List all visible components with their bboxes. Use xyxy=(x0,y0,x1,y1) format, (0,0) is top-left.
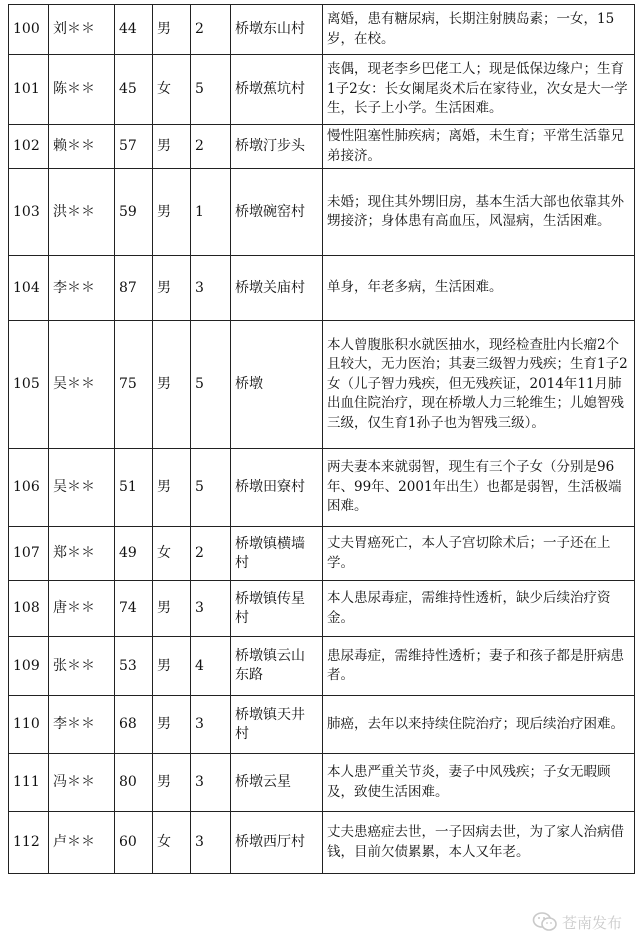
cell-addr: 桥墩镇传星村 xyxy=(231,581,323,637)
table-row xyxy=(9,754,635,812)
cell-no: 102 xyxy=(9,125,49,169)
table-row xyxy=(9,55,635,125)
cell-name: 陈＊＊ xyxy=(49,55,115,125)
cell-age: 49 xyxy=(115,527,153,581)
cell-no: 112 xyxy=(9,812,49,874)
cell-sex: 女 xyxy=(153,55,191,125)
cell-age: 75 xyxy=(115,321,153,449)
cell-count: 2 xyxy=(191,5,231,55)
cell-no: 108 xyxy=(9,581,49,637)
cell-age: 51 xyxy=(115,449,153,527)
cell-desc: 慢性阻塞性肺疾病；离婚，未生育；平常生活靠兄弟接济。 xyxy=(323,125,635,169)
cell-addr: 桥墩东山村 xyxy=(231,5,323,55)
table-body xyxy=(9,5,635,874)
cell-age: 45 xyxy=(115,55,153,125)
cell-count: 4 xyxy=(191,637,231,696)
cell-addr: 桥墩关庙村 xyxy=(231,256,323,321)
cell-no: 105 xyxy=(9,321,49,449)
cell-desc: 丈夫患癌症去世，一子因病去世，为了家人治病借钱，目前欠债累累，本人又年老。 xyxy=(323,812,635,874)
table-row xyxy=(9,812,635,874)
cell-no: 110 xyxy=(9,696,49,754)
table-row xyxy=(9,449,635,527)
relief-table xyxy=(8,4,635,874)
table-row xyxy=(9,581,635,637)
cell-sex: 女 xyxy=(153,527,191,581)
cell-no: 107 xyxy=(9,527,49,581)
cell-age: 44 xyxy=(115,5,153,55)
cell-count: 3 xyxy=(191,812,231,874)
cell-sex: 女 xyxy=(153,812,191,874)
cell-age: 74 xyxy=(115,581,153,637)
cell-no: 109 xyxy=(9,637,49,696)
cell-age: 80 xyxy=(115,754,153,812)
cell-no: 103 xyxy=(9,169,49,256)
cell-desc: 两夫妻本来就弱智，现生有三个子女（分别是96年、99年、2001年出生）也都是弱智，生活极端困难。 xyxy=(323,449,635,527)
cell-sex: 男 xyxy=(153,581,191,637)
cell-count: 5 xyxy=(191,449,231,527)
cell-sex: 男 xyxy=(153,449,191,527)
cell-desc: 未婚；现住其外甥旧房，基本生活大部也依靠其外甥接济；身体患有高血压，风湿病，生活困难。 xyxy=(323,169,635,256)
cell-addr: 桥墩汀步头 xyxy=(231,125,323,169)
cell-no: 111 xyxy=(9,754,49,812)
table-row xyxy=(9,256,635,321)
cell-age: 53 xyxy=(115,637,153,696)
cell-sex: 男 xyxy=(153,321,191,449)
cell-count: 3 xyxy=(191,581,231,637)
cell-count: 3 xyxy=(191,754,231,812)
cell-addr: 桥墩 xyxy=(231,321,323,449)
table-row xyxy=(9,527,635,581)
cell-name: 洪＊＊ xyxy=(49,169,115,256)
cell-count: 5 xyxy=(191,55,231,125)
cell-age: 59 xyxy=(115,169,153,256)
cell-no: 100 xyxy=(9,5,49,55)
cell-name: 赖＊＊ xyxy=(49,125,115,169)
cell-desc: 本人患严重关节炎，妻子中风残疾；子女无暇顾及，致使生活困难。 xyxy=(323,754,635,812)
cell-name: 张＊＊ xyxy=(49,637,115,696)
cell-count: 2 xyxy=(191,125,231,169)
cell-desc: 患尿毒症，需维持性透析；妻子和孩子都是肝病患者。 xyxy=(323,637,635,696)
table-row xyxy=(9,5,635,55)
cell-name: 李＊＊ xyxy=(49,256,115,321)
cell-addr: 桥墩碗窑村 xyxy=(231,169,323,256)
cell-age: 60 xyxy=(115,812,153,874)
table-row xyxy=(9,696,635,754)
cell-count: 5 xyxy=(191,321,231,449)
cell-sex: 男 xyxy=(153,754,191,812)
cell-age: 57 xyxy=(115,125,153,169)
cell-addr: 桥墩镇天井村 xyxy=(231,696,323,754)
cell-addr: 桥墩镇云山东路 xyxy=(231,637,323,696)
cell-name: 吴＊＊ xyxy=(49,449,115,527)
cell-sex: 男 xyxy=(153,696,191,754)
table-row xyxy=(9,637,635,696)
cell-name: 唐＊＊ xyxy=(49,581,115,637)
cell-desc: 离婚，患有糖尿病，长期注射胰岛素；一女，15岁，在校。 xyxy=(323,5,635,55)
cell-addr: 桥墩蕉坑村 xyxy=(231,55,323,125)
cell-addr: 桥墩田寮村 xyxy=(231,449,323,527)
cell-name: 郑＊＊ xyxy=(49,527,115,581)
cell-desc: 丈夫胃癌死亡，本人子宫切除术后；一子还在上学。 xyxy=(323,527,635,581)
cell-sex: 男 xyxy=(153,637,191,696)
cell-addr: 桥墩西厅村 xyxy=(231,812,323,874)
cell-age: 87 xyxy=(115,256,153,321)
cell-name: 冯＊＊ xyxy=(49,754,115,812)
cell-name: 吴＊＊ xyxy=(49,321,115,449)
watermark-text: 苍南发布 xyxy=(561,913,622,932)
cell-addr: 桥墩云星 xyxy=(231,754,323,812)
cell-name: 刘＊＊ xyxy=(49,5,115,55)
table-row xyxy=(9,321,635,449)
cell-no: 106 xyxy=(9,449,49,527)
cell-count: 2 xyxy=(191,527,231,581)
cell-desc: 单身，年老多病，生活困难。 xyxy=(323,256,635,321)
cell-count: 3 xyxy=(191,696,231,754)
watermark xyxy=(532,911,622,933)
table-row xyxy=(9,125,635,169)
wechat-icon xyxy=(532,911,558,933)
cell-age: 68 xyxy=(115,696,153,754)
cell-no: 101 xyxy=(9,55,49,125)
cell-sex: 男 xyxy=(153,5,191,55)
cell-desc: 本人患尿毒症，需维持性透析，缺少后续治疗资金。 xyxy=(323,581,635,637)
cell-no: 104 xyxy=(9,256,49,321)
cell-desc: 本人曾腹胀积水就医抽水，现经检查肚内长瘤2个且较大，无力医治；其妻三级智力残疾；生育1子2女（儿子智力残疾，但无残疾证，2014年11月肺出血住院治疗，现在桥墩人力三轮维生；儿媳智残三级，仅生育1孙子也为智残三级）。 xyxy=(323,321,635,449)
cell-sex: 男 xyxy=(153,125,191,169)
cell-count: 3 xyxy=(191,256,231,321)
cell-sex: 男 xyxy=(153,256,191,321)
table-row xyxy=(9,169,635,256)
cell-addr: 桥墩镇横墙村 xyxy=(231,527,323,581)
cell-name: 卢＊＊ xyxy=(49,812,115,874)
cell-desc: 丧偶，现老李乡巴佬工人；现是低保边缘户；生育1子2女：长女阑尾炎术后在家待业，次女是大一学生，长子上小学。生活困难。 xyxy=(323,55,635,125)
cell-count: 1 xyxy=(191,169,231,256)
cell-sex: 男 xyxy=(153,169,191,256)
cell-desc: 肺癌，去年以来持续住院治疗；现后续治疗困难。 xyxy=(323,696,635,754)
cell-name: 李＊＊ xyxy=(49,696,115,754)
